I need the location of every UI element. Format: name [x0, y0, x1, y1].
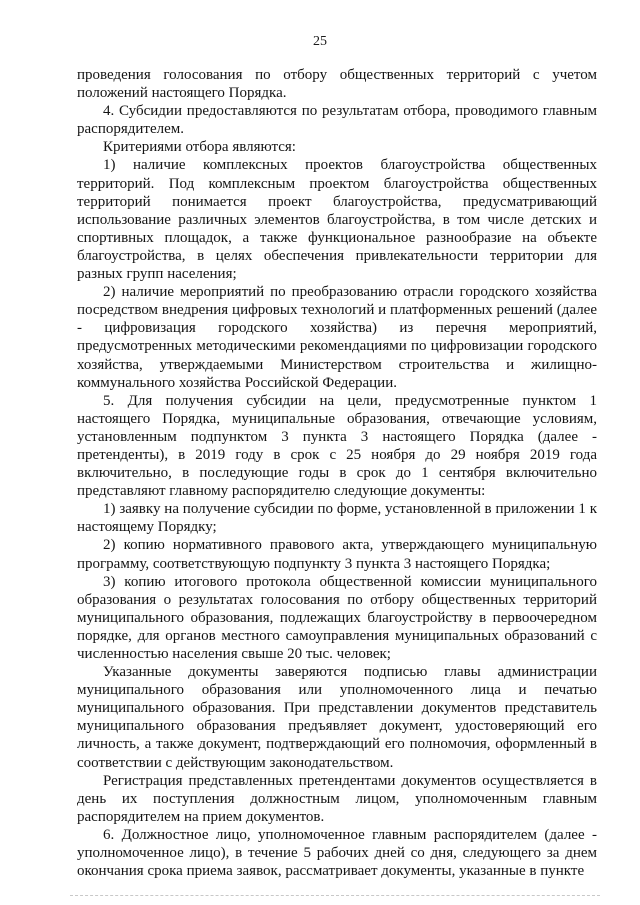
paragraph-document-3: 3) копию итогового протокола общественной комиссии муниципального образования о результатах голосования по отбору общественных территорий муниципального образования, подлежащих благоустройству в первоочередном порядке, для органов местного самоуправления муниципальных образований с численностью населения свыше 20 тыс. человек;: [77, 573, 597, 662]
paragraph-registration: Регистрация представленных претендентами документов осуществляется в день их поступления должностным лицом, уполномоченным главным распорядителем на прием документов.: [77, 772, 597, 825]
paragraph-item-4: 4. Субсидии предоставляются по результатам отбора, проводимого главным распорядителем.: [77, 103, 597, 138]
paragraph-document-1: 1) заявку на получение субсидии по форме, установленной в приложении 1 к настоящему Порядку;: [77, 501, 597, 536]
paragraph-certification: Указанные документы заверяются подписью главы администрации муниципального образования или уполномоченного лица и печатью муниципального образования. При представлении документов представитель муниципального образования предъявляет документ, удостоверяющий его личность, а также документ, подтверждающий его полномочия, оформленный в соответствии с действующим законодательством.: [77, 664, 597, 771]
page-body: [77, 66, 597, 880]
page-number: 25: [313, 34, 327, 49]
paragraph-item-5: 5. Для получения субсидии на цели, предусмотренные пунктом 1 настоящего Порядка, муниципальные образования, отвечающие условиям, установленным подпунктом 3 пункта 3 настоящего Порядка (далее - претенденты), в 2019 году в срок с 25 ноября до 29 ноября 2019 года включительно, в последующие годы в срок до 1 сентября включительно представляют главному распорядителю следующие документы:: [77, 392, 597, 500]
paragraph-continuation: проведения голосования по отбору общественных территорий с учетом положений настоящего Порядка.: [77, 67, 597, 102]
scan-bottom-edge: [70, 895, 600, 896]
paragraph-document-2: 2) копию нормативного правового акта, утверждающего муниципальную программу, соответствующую подпункту 3 пункта 3 настоящего Порядка;: [77, 537, 597, 572]
paragraph-criteria-heading: Критериями отбора являются:: [103, 139, 296, 156]
paragraph-item-6: 6. Должностное лицо, уполномоченное главным распорядителем (далее - уполномоченное лицо), в течение 5 рабочих дней со дня, следующего за днем окончания срока приема заявок, рассматривает документы, указанные в пункте: [77, 826, 597, 880]
paragraph-criterion-2: 2) наличие мероприятий по преобразованию отрасли городского хозяйства посредством внедрения цифровых технологий и платформенных решений (далее - цифровизация городского хозяйства) из перечня мероприятий, предусмотренных методическими рекомендациями по цифровизации городского хозяйства, утверждаемыми Министерством строительства и жилищно-коммунального хозяйства Российской Федерации.: [77, 284, 597, 391]
paragraph-criterion-1: 1) наличие комплексных проектов благоустройства общественных территорий. Под комплексным проектом благоустройства общественных территорий понимается проект благоустройства, предусматривающий использование различных элементов благоустройства, в том числе детских и спортивных площадок, а также функциональное разнообразие на объекте благоустройства, в целях обеспечения привлекательности территории для разных групп населения;: [77, 157, 597, 283]
